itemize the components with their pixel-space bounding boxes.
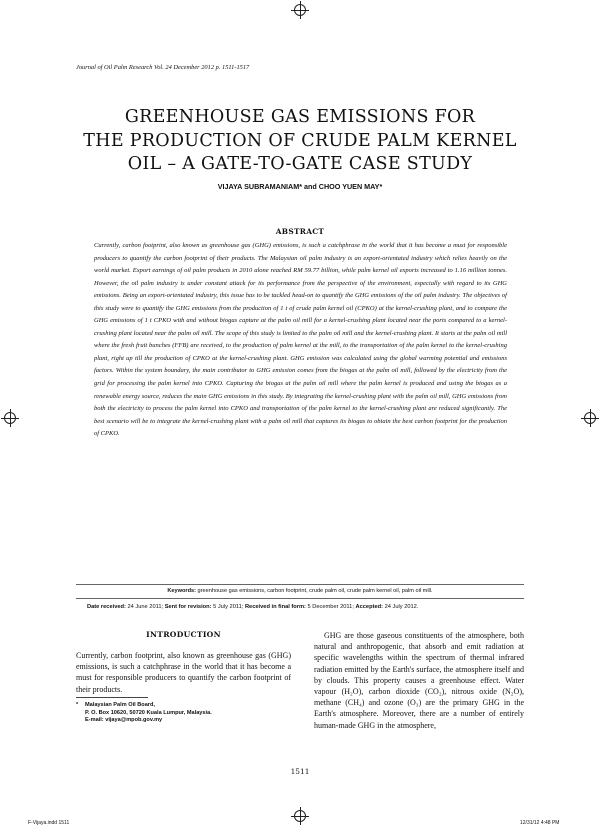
divider	[76, 584, 524, 585]
author-list: VIJAYA SUBRAMANIAM* and CHOO YUEN MAY*	[217, 182, 383, 191]
divider	[76, 598, 524, 599]
footnote-email: E-mail: vijaya@mpob.gov.my	[85, 717, 163, 724]
abstract-text: Currently, carbon footprint, also known as greenhouse gas (GHG) emissions, is such a catchphrase in the world that it has become a must for responsible producers to quantify the carbon footprint of their products. The Malaysian oil palm industry is an export-orientated industry which relies heavily on the world market. Export earnings of oil palm products in 2010 alone reached RM 59.77 billion, while palm kernel oil exports increased to 1.16 million tonnes. However, the oil palm industry is under constant attack for its performance from the perspective of the environment, especially with regard to its GHG emissions. Being an export-orientated industry, this issue has to be tackled head-on to quantify the GHG emissions of the oil palm industry. The objectives of this study were to quantify the GHG emissions from the production of 1 t of crude palm kernel oil (CPKO) at the kernel-crushing plant, and to compare the GHG emissions of 1 t CPKO with and without biogas capture at the palm oil mill for a kernel-crushing plant located near the ports compared to a kernel-crushing plant located near the palm oil mill. The scope of this study is limited to the palm oil mill and the kernel-crushing plant. It starts at the palm oil mill where the fresh fruit bunches (FFB) are received, to the production of palm kernel at the mill, to the transportation of the palm kernel to the kernel-crushing plant, right up till the production of CPKO at the kernel-crushing plant. GHG emission was calculated using the global warming potential and emissions factors. Within the system boundary, the main contributor to GHG emission comes from the biogas at the palm oil mill, followed by the electricity from the grid for processing the palm kernel into CPKO. Capturing the biogas at the palm oil mill where the palm kernel is produced and using the biogas as a renewable energy source, reduces the main GHG emissions in this study. By integrating the kernel-crushing plant with the palm oil mill, GHG emissions from both the electricity to process the palm kernel into CPKO and transportation of the palm kernel to the kernel-crushing plant are reduced significantly. The best scenario will be to integrate the kernel-crushing plant with a palm oil mill that captures its biogas to obtain the best carbon footprint for the production of CPKO.	[94, 242, 507, 438]
date-received-label: Date received:	[87, 604, 126, 610]
print-slug-file: F-Vijaya.indd 1511	[28, 820, 70, 826]
journal-reference: Journal of Oil Palm Research Vol. 24 December 2012 p. 1511-1517	[76, 64, 250, 71]
keywords-text: greenhouse gas emissions, carbon footprint, crude palm oil, crude palm kernel oil, palm oil mill.	[197, 588, 433, 594]
title-line: GREENHOUSE GAS EMISSIONS FOR	[124, 107, 476, 127]
author-affiliation-footnote	[76, 702, 291, 725]
registration-mark-icon	[294, 810, 306, 822]
footnote-line: Malaysian Palm Oil Board,	[85, 702, 155, 708]
paper-title	[60, 106, 540, 177]
footnote-marker: *	[76, 702, 79, 708]
page-number: 1511	[290, 767, 310, 776]
date-final-label: Received in final form:	[244, 604, 306, 610]
date-received: 24 June 2011;	[127, 604, 164, 610]
title-line: THE PRODUCTION OF CRUDE PALM KERNEL	[83, 130, 517, 151]
date-accepted: 24 July 2012.	[384, 604, 419, 610]
date-final: 5 December 2011;	[307, 604, 354, 610]
footnote-divider	[76, 697, 148, 698]
registration-mark-icon	[584, 412, 596, 424]
abstract-heading: ABSTRACT	[275, 227, 325, 236]
manuscript-dates	[87, 604, 527, 610]
print-slug-timestamp: 12/31/12 4:48 PM	[520, 820, 560, 826]
date-accepted-label: Accepted:	[355, 604, 383, 610]
introduction-right-text: GHG are those gaseous constituents of the atmosphere, both natural and anthropogenic, that absorb and emit radiation at specific wavelengths within the spectrum of thermal infrared radiation emitted by the Earth's surface, the atmosphere itself and by clouds. This property causes a greenhouse effect. Water vapour (H₂O), carbon dioxide (CO₂), nitrous oxide (N₂O), methane (CH₄) and ozone (O₃) are the primary GHG in the Earth's atmosphere. Moreover, there are a number of entirely human-made GHG in the atmosphere,	[314, 631, 524, 730]
introduction-left-text: Currently, carbon footprint, also known as greenhouse gas (GHG) emissions, is such a catchphrase in the world that it has become a must for responsible producers to quantify the carbon footprint of their products.	[76, 651, 291, 694]
keywords-label: Keywords:	[167, 588, 196, 594]
registration-mark-icon	[4, 412, 16, 424]
keywords	[76, 588, 524, 594]
registration-mark-icon	[294, 4, 306, 16]
footnote-line: P. O. Box 10620, 50720 Kuala Lumpur, Malaysia.	[85, 709, 212, 716]
title-line: OIL – A GATE-TO-GATE CASE STUDY	[127, 154, 473, 174]
introduction-heading: INTRODUCTION	[146, 630, 221, 639]
date-revision-label: Sent for revision:	[164, 604, 212, 610]
date-revision: 5 July 2011;	[213, 604, 244, 610]
